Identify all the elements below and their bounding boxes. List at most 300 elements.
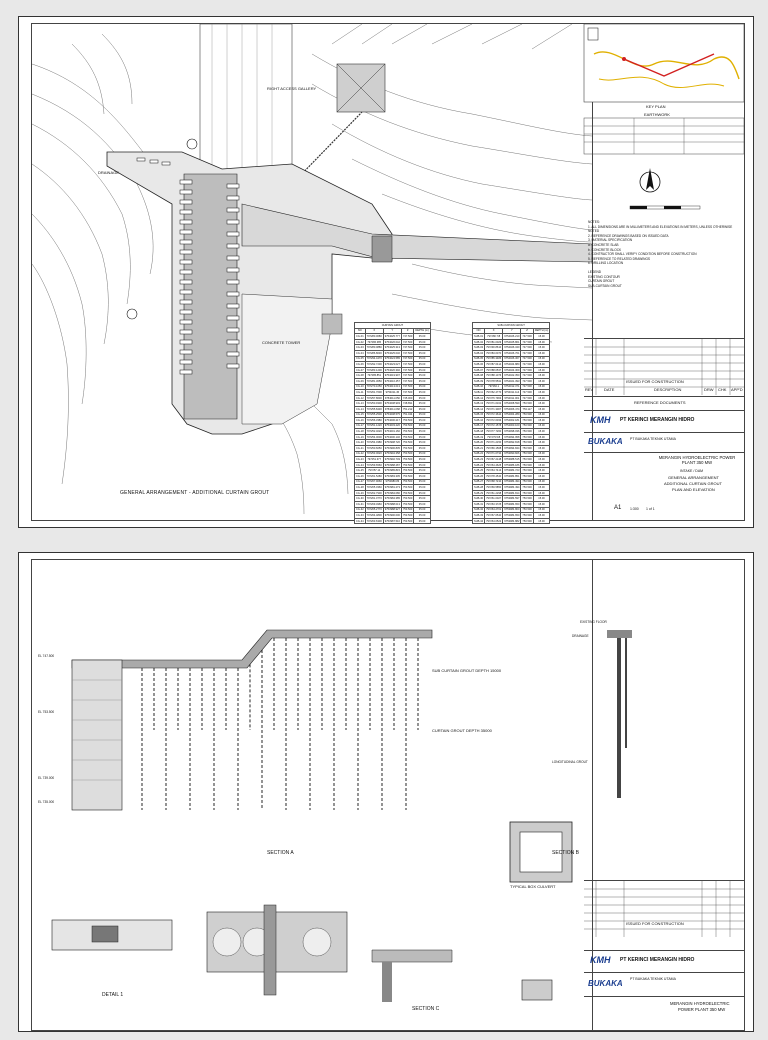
table-cell: 35.00 (414, 390, 430, 396)
table-cell: 9754026.210 (504, 334, 520, 338)
table-cell: CG-11 (356, 390, 364, 394)
owner-block-2 (584, 950, 744, 971)
table-cell: 15.00 (533, 474, 549, 480)
curtain-grout-table (354, 322, 431, 524)
table-cell: 753.500 (522, 486, 532, 490)
table-cell: 747.500 (522, 368, 532, 372)
col-appd: APP'D (731, 387, 743, 392)
table-cell: 9754026.340 (504, 346, 520, 350)
table-cell: 797283.1200 (366, 368, 382, 372)
table-cell: 748.891 (402, 402, 413, 406)
table-cell: SUB-23 (474, 458, 484, 462)
table-cell: 747.500 (522, 346, 532, 350)
table-cell: 9754011.050 (384, 396, 400, 400)
table-cell: SUB-01 (474, 334, 484, 338)
table-cell: 747.500 (522, 396, 532, 400)
table-cell: 753.500 (402, 513, 413, 517)
table-cell: CG-08 (356, 374, 364, 378)
table-cell: 9754008.599 (504, 402, 520, 406)
longitudinal-grout-label: LONGITUDINAL GROUT (552, 760, 588, 764)
table-cell: 15.00 (533, 378, 549, 384)
note-item: 3. MATERIAL SPECIFICATION (588, 238, 633, 243)
table-cell: 9754006.217 (384, 418, 400, 422)
table-cell: CG-24 (356, 463, 364, 467)
table-cell: CG-27 (356, 480, 364, 484)
table-cell: 15.00 (533, 457, 549, 463)
note-item: a. CONCRETE SLAB (588, 242, 619, 247)
table-cell: 15.00 (533, 345, 549, 351)
table-cell: CG-25 (356, 469, 364, 473)
table-cell: 797288.0537 (486, 368, 502, 372)
table-cell: SUB-29 (474, 491, 484, 495)
table-cell: 9754023.027 (384, 362, 400, 366)
right-access-gallery-label: RIGHT ACCESS GALLERY (267, 86, 317, 91)
table-cell: CG-06 (356, 362, 364, 366)
curtain-depth-label: CURTAIN GROUT DEPTH 35000 (432, 728, 492, 733)
table-cell: 797261.0770 (366, 497, 382, 501)
table-cell: 797252.4020 (366, 430, 382, 434)
project-block-2 (584, 996, 744, 1027)
table-cell: 753.500 (402, 480, 413, 484)
table-cell: 747.500 (402, 362, 413, 366)
table-cell: 747.500 (522, 385, 532, 389)
table-cell: CG-05 (356, 357, 364, 361)
section-c-label: SECTION C (412, 1006, 440, 1012)
table-cell: SUB-15 (474, 413, 484, 417)
table-cell: SUB-10 (474, 385, 484, 389)
table-cell: 9754000.146 (384, 435, 400, 439)
table-cell: SUB-13 (474, 402, 484, 406)
table-cell: 797280.0880 (366, 346, 382, 350)
table-cell: 15.00 (533, 395, 549, 401)
table-cell: CG-28 (356, 486, 364, 490)
table-cell: 753.500 (402, 424, 413, 428)
table-cell: 15.00 (533, 367, 549, 373)
table-cell: CG-02 (356, 340, 364, 344)
table-cell: SUB-21 (474, 446, 484, 450)
table-cell: 35.00 (414, 362, 430, 368)
table-cell: SUB-33 (474, 513, 484, 517)
table-column-header: X (485, 328, 503, 334)
table-cell: 35.00 (414, 485, 430, 491)
table-cell: CG-14 (356, 407, 364, 411)
table-cell: SUB-06 (474, 362, 484, 366)
table-cell: 15.00 (533, 412, 549, 418)
table-cell: 797272.3644 (486, 413, 502, 417)
table-cell: 9753984.650 (504, 513, 520, 517)
table-cell: 9754024.309 (504, 368, 520, 372)
table-cell: 9753984.814 (504, 491, 520, 495)
title-info-block (584, 452, 744, 525)
table-cell: CG-29 (356, 491, 364, 495)
table-cell: 35.00 (414, 451, 430, 457)
sub-curtain-grout-table (472, 322, 550, 524)
table-cell: 753.500 (522, 452, 532, 456)
table-cell: SUB-22 (474, 452, 484, 456)
table-cell: CG-12 (356, 396, 364, 400)
table-cell: 9754006.474 (504, 407, 520, 411)
table-cell: 9754020.392 (384, 368, 400, 372)
table-cell: 797283.6070 (486, 351, 502, 355)
table-cell: 9753984.597 (504, 497, 520, 501)
table-cell: 797286.8030 (366, 351, 382, 355)
table-cell: 797287.6414 (486, 362, 502, 366)
box-culvert-label: TYPICAL BOX CULVERT (510, 884, 556, 889)
table-cell: 9753983.305 (384, 474, 400, 478)
table-cell: 35.00 (414, 462, 430, 468)
curtain-grout-header: CURTAIN GROUT (355, 323, 431, 329)
table-cell: 753.500 (402, 452, 413, 456)
table-cell: 753.500 (402, 458, 413, 462)
table-cell: 753.500 (522, 430, 532, 434)
table-cell: SUB-16 (474, 418, 484, 422)
table-cell: 35.00 (414, 384, 430, 390)
table-cell: 753.500 (522, 480, 532, 484)
table-cell: 35.00 (414, 401, 430, 407)
note-item: 6. DRILLING LOCATION (588, 261, 624, 266)
legend-title: LEGEND (588, 269, 602, 274)
table-cell: CG-03 (356, 346, 364, 350)
table-cell: 15.00 (533, 485, 549, 491)
note-item: 4. CONTRACTOR SHALL VERIFY CONDITION BEFORE CONSTRUCTION (588, 252, 697, 257)
table-cell: SUB-32 (474, 508, 484, 512)
table-cell: 9753984.800 (504, 508, 520, 512)
table-cell: 9753984.650 (504, 502, 520, 506)
sheet-number: 1 of 1 (646, 507, 655, 511)
table-cell: 753.500 (522, 491, 532, 495)
table-cell: 35.00 (414, 334, 430, 340)
table-cell: 9753981.273 (384, 486, 400, 490)
contractor-logo: BUKAKA (588, 437, 623, 446)
table-cell: 9754001.160 (384, 430, 400, 434)
table-cell: 9754021.393 (504, 379, 520, 383)
legend-sub-curtain-grout: SUB-CURTAIN GROUT (588, 283, 622, 288)
table-cell: 753.500 (402, 508, 413, 512)
table-cell: 9754008.993 (384, 402, 400, 406)
contractor-name: PT BUKAKA TEKNIK UTAMA (630, 437, 676, 441)
table-cell: 753.500 (522, 418, 532, 422)
table-cell: 35.00 (414, 412, 430, 418)
table-cell: 753.500 (402, 474, 413, 478)
table-cell: 9754004.289 (504, 413, 520, 417)
table-cell: 753.500 (522, 497, 532, 501)
table-cell: 747.500 (402, 334, 413, 338)
table-cell: 9753984.494 (504, 486, 520, 490)
table-cell: SUB-02 (474, 340, 484, 344)
table-cell: 35.00 (414, 429, 430, 435)
owner-block (584, 410, 744, 431)
table-cell: CG-10 (356, 385, 364, 389)
table-cell: SUB-08 (474, 374, 484, 378)
table-cell: 797278.4540 (486, 474, 502, 478)
key-plan-label: KEY PLAN (646, 104, 666, 109)
table-cell: 753.500 (402, 446, 413, 450)
table-cell: 35.00 (414, 423, 430, 429)
table-cell: CG-18 (356, 430, 364, 434)
table-cell: 9753996.835 (384, 446, 400, 450)
table-cell: 15.00 (533, 490, 549, 496)
table-cell: 9754011.114 (504, 390, 520, 394)
drawing-sheet-1 (18, 16, 754, 528)
table-cell: 753.117 (522, 407, 532, 411)
table-cell: 797255.8430 (366, 407, 382, 411)
note-item: 2. REFERENCE DRAWINGS BASED ON ISSUED DATA (588, 233, 669, 238)
table-cell: 9753988.927 (384, 508, 400, 512)
col-description: DESCRIPTION (654, 387, 682, 392)
table-cell: 753.500 (522, 513, 532, 517)
owner-name-2: PT KERINCI MERANGIN HIDRO (620, 957, 695, 963)
existing-floor-label: EXISTING FLOOR (580, 620, 607, 624)
col-chk: CHK (718, 387, 727, 392)
table-cell: 35.00 (414, 406, 430, 412)
contractor-block (584, 432, 744, 451)
table-cell: 747.500 (402, 346, 413, 350)
table-cell: 797280.7/8 (485, 334, 503, 340)
table-cell: 9754022.350 (504, 374, 520, 378)
table-cell: 9754025.861 (504, 340, 520, 344)
sheet2-drainage-label: DRAINAGE (572, 634, 589, 638)
sheet-2-frame (31, 559, 745, 1031)
notes-list (588, 225, 738, 266)
detail-1-label: DETAIL 1 (102, 992, 124, 998)
contractor-logo-2: BUKAKA (588, 979, 623, 988)
table-cell: SUB-04 (474, 351, 484, 355)
table-cell: 9753990.000 (384, 513, 400, 517)
table-cell: 797263.3725 (486, 502, 502, 506)
table-cell: 797264.4625 (486, 463, 502, 467)
table-cell: 35.00 (414, 479, 430, 485)
table-cell: 15.00 (533, 334, 549, 340)
revision-block-2 (584, 880, 744, 937)
table-cell: 747.500 (522, 357, 532, 361)
table-cell: 15.00 (533, 418, 549, 424)
table-cell: 797290.8610 (486, 346, 502, 350)
table-cell: 797264.2701 (486, 508, 502, 512)
table-cell: 753.500 (522, 469, 532, 473)
table-cell: 15.00 (533, 479, 549, 485)
table-cell: 15.00 (533, 384, 549, 390)
table-cell: 753.500 (402, 418, 413, 422)
table-cell: 797266.1 (485, 384, 503, 390)
table-column-header: Y (503, 328, 521, 334)
table-cell: CG-33 (356, 513, 364, 517)
note-item: 1. ALL DIMENSIONS ARE IN MILLIMETERS AND ELEVATIONS IN METERS, UNLESS OTHERWISE NOTED (588, 224, 733, 234)
table-cell: 797288.1076 (486, 374, 502, 378)
table-cell: 747.500 (402, 368, 413, 372)
table-cell: CG-13 (356, 402, 364, 406)
table-cell: 9754016.457 (384, 379, 400, 383)
table-cell: 753.500 (522, 435, 532, 439)
table-cell: 35.00 (414, 446, 430, 452)
table-cell: SUB-24 (474, 463, 484, 467)
section-b-label: SECTION B (552, 850, 579, 856)
table-cell: 15.00 (533, 434, 549, 440)
table-cell: CG-16 (356, 418, 364, 422)
table-cell: 9753992.749 (384, 458, 400, 462)
table-cell: 15.00 (533, 502, 549, 508)
table-cell: 797261.7600 (366, 390, 382, 394)
table-cell: 747.500 (522, 340, 532, 344)
table-cell: 797261.5280 (366, 474, 382, 478)
table-cell: 15.00 (533, 513, 549, 519)
sheet-scale: 1:300 (630, 507, 639, 511)
plan-drawing (32, 24, 593, 523)
table-cell: SUB-18 (474, 430, 484, 434)
curtain-grout-rows (355, 334, 431, 524)
table-column-header: Z (521, 328, 533, 334)
table-cell: SUB-12 (474, 396, 484, 400)
table-cell: 797271.0734 (486, 452, 502, 456)
owner-logo: KMH (590, 415, 611, 425)
note-item: 5. REFERENCE TO RELATED DRAWINGS (588, 256, 651, 261)
notes-title: NOTES: (588, 220, 600, 224)
table-cell: 797271.2150 (486, 441, 502, 445)
table-cell: 35.00 (414, 367, 430, 373)
section-a-label: SECTION A (267, 850, 294, 856)
table-cell: 35.00 (414, 490, 430, 496)
table-cell: 9754025.777 (384, 334, 400, 338)
table-cell: 753.500 (402, 491, 413, 495)
table-cell: 797267.2148 (486, 458, 502, 462)
table-cell: CG-20 (356, 441, 364, 445)
earthwork-table-and-north (584, 110, 744, 220)
table-cell: 35.00 (414, 378, 430, 384)
table-cell: 747.500 (402, 351, 413, 355)
table-cell: 15.00 (533, 356, 549, 362)
table-cell: CG-04 (356, 351, 364, 355)
table-cell: 15.00 (533, 350, 549, 356)
table-cell: 747.500 (402, 357, 413, 361)
sub-curtain-grout-rows (473, 334, 550, 524)
table-cell: 797262.4770 (486, 390, 502, 394)
table-cell: 35.00 (414, 339, 430, 345)
table-cell: 35.00 (414, 513, 430, 519)
elevation-1: EL 747.500 (38, 654, 55, 658)
table-cell: 797261.2298 (486, 491, 502, 495)
table-cell: 797269.5850 (486, 486, 502, 490)
table-cell: 797267.6540 (486, 513, 502, 517)
table-cell: 753.500 (522, 502, 532, 506)
table-cell: 15.00 (533, 440, 549, 446)
table-column-header: NO (473, 328, 485, 334)
table-cell: 797256.3380 (366, 418, 382, 422)
table-cell: SUB-30 (474, 497, 484, 501)
table-cell: SUB-09 (474, 379, 484, 383)
table-cell: 797268.7210 (486, 480, 502, 484)
table-column-header: Y (383, 328, 401, 334)
table-column-header: NO (355, 328, 366, 334)
table-cell: 751.044 (402, 413, 413, 417)
revision-entry: ISSUED FOR CONSTRUCTION (626, 379, 684, 384)
project-name: MERANGIN HYDROELECTRIC POWER PLANT 350 MW (658, 455, 736, 465)
table-cell: 797278.5531 (486, 379, 502, 383)
table-cell: CG-17 (356, 424, 364, 428)
project-line-2: POWER PLANT 350 MW (678, 1007, 726, 1012)
table-cell: 797254.0000 (366, 435, 382, 439)
table-cell: 9753984.882 (504, 519, 520, 523)
revision-entry-2: ISSUED FOR CONSTRUCTION (626, 921, 684, 926)
table-cell: 797271.3007 (486, 407, 502, 411)
sheet-1-frame (31, 23, 745, 521)
table-cell: 15.00 (533, 451, 549, 457)
table-cell: 751.212 (402, 407, 413, 411)
table-cell: 15.00 (533, 468, 549, 474)
elevation-2: EL 753.500 (38, 710, 55, 714)
table-cell: 797270.1050 (366, 385, 382, 389)
table-column-header: Z (401, 328, 413, 334)
table-cell: 9754011.068 (384, 407, 400, 411)
table-cell: 9753984.723 (504, 469, 520, 473)
table-cell: 9754003.220 (384, 424, 400, 428)
drawing-sheet-2 (18, 552, 754, 1032)
col-rev: REV (585, 387, 594, 392)
table-cell: SUB-25 (474, 469, 484, 473)
table-cell: SUB-03 (474, 346, 484, 350)
elevation-3: EL 739.000 (38, 776, 55, 780)
table-cell: 797285.851 (365, 373, 383, 379)
table-cell: SUB-05 (474, 357, 484, 361)
notes-block (588, 220, 738, 288)
table-cell: CG-31 (356, 502, 364, 506)
table-cell: 15.00 (533, 446, 549, 452)
table-cell: 9754008.575 (384, 413, 400, 417)
table-cell: 9753992.818 (504, 441, 520, 445)
table-cell: SUB-27 (474, 480, 484, 484)
table-cell: 9754019.997 (384, 374, 400, 378)
table-cell: 797251.377 (365, 457, 383, 463)
table-cell: 797266.1508 (486, 446, 502, 450)
area-name: INTAKE / DAM (680, 469, 704, 473)
table-cell: 9754026.367 (504, 357, 520, 361)
table-cell: 35.00 (414, 418, 430, 424)
table-cell: 9754011.001 (504, 396, 520, 400)
table-cell: CG-32 (356, 508, 364, 512)
table-cell: 797262.7900 (366, 491, 382, 495)
table-cell: 797269.4960 (366, 502, 382, 506)
drawing-title: GENERAL ARRANGEMENT - ADDITIONAL CURTAIN GROUT (120, 490, 270, 496)
table-cell: 35.00 (414, 345, 430, 351)
table-cell: 753.500 (522, 463, 532, 467)
table-cell: 35.00 (414, 474, 430, 480)
table-column-header: DEPTH (m) (415, 329, 429, 333)
table-cell: SUB-31 (474, 502, 484, 506)
table-cell: 9753986.186 (504, 463, 520, 467)
table-cell: 797259.6560 (366, 463, 382, 467)
table-cell: SUB-17 (474, 424, 484, 428)
concrete-tower-label: CONCRETE TOWER (262, 340, 301, 345)
table-cell: SUB-28 (474, 486, 484, 490)
table-cell: 747.500 (522, 351, 532, 355)
table-cell: 35.00 (414, 518, 430, 524)
table-cell: CG-19 (356, 435, 364, 439)
table-cell: 9754000.100 (504, 424, 520, 428)
table-cell: 797253.0620 (366, 452, 382, 456)
table-cell: 15.00 (533, 518, 549, 524)
table-cell: CG-26 (356, 474, 364, 478)
table-cell: CG-09 (356, 379, 364, 383)
table-cell: 753.500 (402, 497, 413, 501)
table-cell: 797261.0027 (486, 497, 502, 501)
table-column-header: DEPTH (m) (534, 329, 549, 333)
table-cell: 747.500 (402, 374, 413, 378)
table-cell: 797279.5/8 (485, 434, 503, 440)
table-cell: 753.500 (522, 441, 532, 445)
table-cell: 35.00 (414, 440, 430, 446)
table-cell: 9754024.880 (504, 362, 520, 366)
note-item: b. CONCRETE BLOCK (588, 247, 622, 252)
table-cell: 9753984.851 (504, 474, 520, 478)
table-cell: 753.500 (522, 424, 532, 428)
